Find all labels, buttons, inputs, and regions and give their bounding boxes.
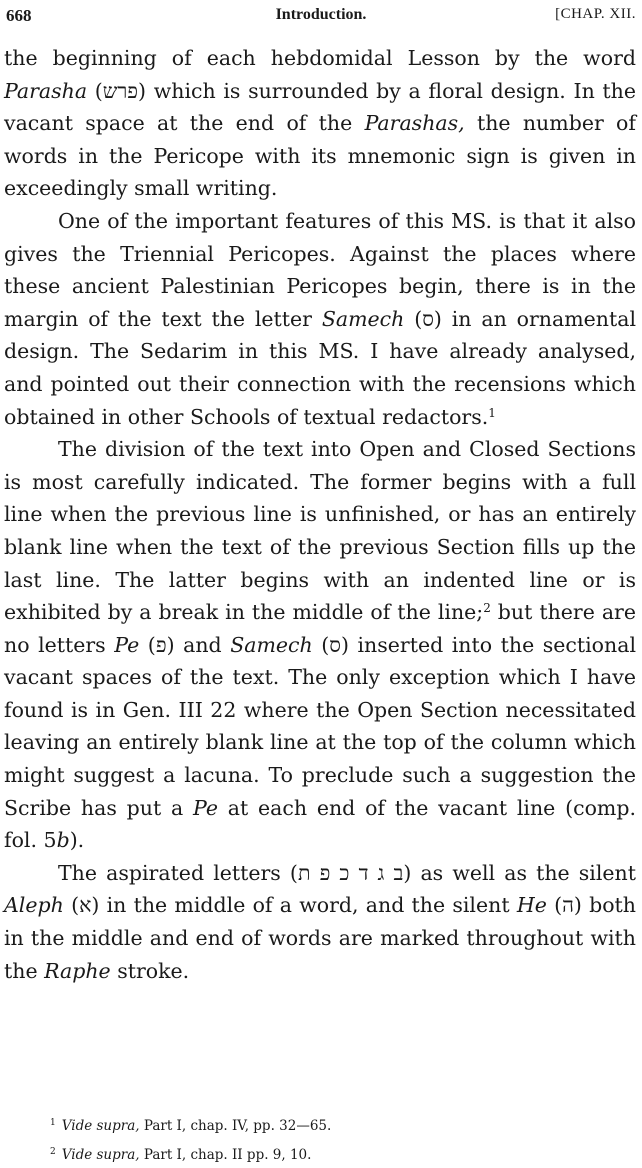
italic-term: Vide supra, [61,1147,140,1163]
text-run: (פרש) which is surrounded by a floral design. In the vacant space at the end of the [4,78,636,136]
footnotes [50,1110,622,1168]
footnote [50,1110,622,1139]
text-run: (ה) both in the middle and end of words are marked throughout with the [4,893,636,983]
italic-term: Vide supra, [61,1118,140,1134]
text-run: at each end of the vacant line (comp. fol. 5 [4,795,636,853]
footnote-number: 1 [50,1118,56,1128]
text-run: The division of the text into Open and Closed Sections is most carefully indicated. The former begins with a full line when the previous line is unfinished, or has an entirely blank line when the text of the previous Section fills up the last line. The latter begins with an indented line or is exhibited by a break in the middle of the line; [4,437,636,625]
chapter-label: [CHAP. XII. [555,6,636,22]
text-run: the number of words in the Pericope with its mnemonic sign is given in exceedingly small writing. [4,111,636,201]
italic-term: Parashas, [364,111,465,136]
italic-term: Samech [321,306,405,331]
text-run: One of the important features of this MS. is that it also gives the Triennial Pericopes. Against the places where these ancient Palestinian Pericopes begin, there is in the margin of the text the letter [4,208,636,331]
running-title: Introduction. [275,6,367,23]
italic-term: Pe [192,795,218,820]
italic-term: He [516,893,547,918]
text-run: stroke. [110,958,190,983]
paragraph [4,42,636,205]
italic-term: Aleph [4,893,64,918]
footnote-marker: 1 [488,405,496,420]
footnote [50,1139,622,1168]
text-run: but there are no letters [4,600,636,657]
italic-term: Pe [114,632,140,657]
text-run: (פ) and [139,632,231,657]
footnote-number: 2 [50,1147,56,1157]
italic-term: Parasha [4,78,88,103]
text-run: the beginning of each hebdomidal Lesson by the word [4,46,636,70]
text-run: (ס) in an ornamental design. The Sedarim in this MS. I have already analysed, and pointed out their connection with the recensions which obtained in other Schools of textual redactors. [4,306,636,429]
body-text [4,42,636,987]
text-run: Part I, chap. IV, pp. 32—65. [139,1118,332,1134]
text-run: ). [69,828,85,853]
paragraph [4,205,636,433]
text-run: (ס) inserted into the sectional vacant spaces of the text. The only exception which I have found is in Gen. III 22 where the Open Section necessitated leaving an entirely blank line at the top of the column which might suggest a lacuna. To preclude such a suggestion the Scribe has put a [4,632,636,820]
text-run: The aspirated letters (ב ג ד כ פ ת) as well as the silent [58,860,636,885]
text-run: (א) in the middle of a word, and the silent [63,893,517,918]
italic-term: Raphe [44,958,111,983]
italic-term: Samech [230,632,313,657]
footnote-marker: 2 [483,601,491,616]
page-number: 668 [6,6,32,25]
italic-term: b [56,828,70,853]
running-header [6,6,636,30]
paragraph [4,857,636,987]
paragraph [4,433,636,857]
text-run: Part I, chap. II pp. 9, 10. [139,1147,312,1163]
